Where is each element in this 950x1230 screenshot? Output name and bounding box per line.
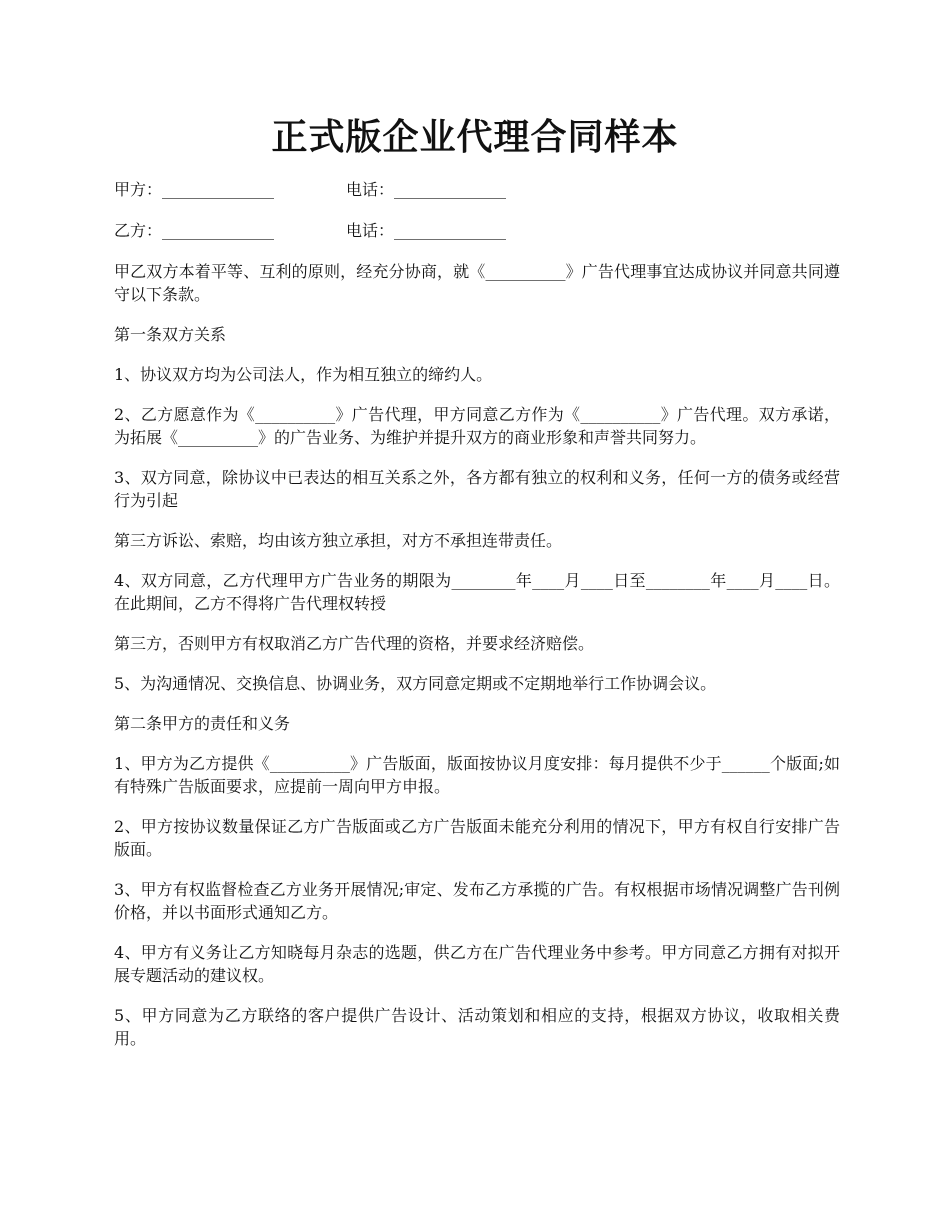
party-b-row xyxy=(114,219,840,242)
clause-2-3: 3、甲方有权监督检查乙方业务开展情况;审定、发布乙方承揽的广告。有权根据市场情况调整广告刊例价格，并以书面形式通知乙方。 xyxy=(114,880,840,922)
clause-1-3: 3、双方同意，除协议中已表达的相互关系之外，各方都有独立的权利和义务，任何一方的债务或经营行为引起 xyxy=(114,468,840,510)
clause-2-2: 2、甲方按协议数量保证乙方广告版面或乙方广告版面未能充分利用的情况下，甲方有权自行安排广告版面。 xyxy=(114,817,840,859)
intro-paragraph: 甲乙双方本着平等、互利的原则，经充分协商，就《__________》广告代理事宜达成协议并同意共同遵守以下条款。 xyxy=(114,262,840,304)
document-body xyxy=(114,178,840,1067)
clause-2-5: 5、甲方同意为乙方联络的客户提供广告设计、活动策划和相应的支持，根据双方协议，收取相关费用。 xyxy=(114,1006,840,1048)
clause-1-3-cont: 第三方诉讼、索赔，均由该方独立承担，对方不承担连带责任。 xyxy=(114,531,563,550)
clause-2-4: 4、甲方有义务让乙方知晓每月杂志的选题，供乙方在广告代理业务中参考。甲方同意乙方拥有对拟开展专题活动的建议权。 xyxy=(114,943,840,985)
party-b-phone-field: 电话：______________ xyxy=(346,221,507,240)
party-a-row xyxy=(114,178,840,201)
clause-1-2: 2、乙方愿意作为《__________》广告代理，甲方同意乙方作为《__________》广告代理。双方承诺，为拓展《__________》的广告业务、为维护并提升双方的商业形象和声誉共同努力。 xyxy=(114,405,840,447)
section-heading-2: 第二条甲方的责任和义务 xyxy=(114,714,291,733)
party-b-field: 乙方：______________ xyxy=(114,221,275,240)
clause-1-1: 1、协议双方均为公司法人，作为相互独立的缔约人。 xyxy=(114,365,493,384)
clause-1-5: 5、为沟通情况、交换信息、协调业务，双方同意定期或不定期地举行工作协调会议。 xyxy=(114,674,717,693)
clause-2-1: 1、甲方为乙方提供《__________》广告版面，版面按协议月度安排：每月提供不少于______个版面;如有特殊广告版面要求，应提前一周向甲方申报。 xyxy=(114,754,840,796)
section-heading-1: 第一条双方关系 xyxy=(114,325,227,344)
clause-1-4-cont: 第三方，否则甲方有权取消乙方广告代理的资格，并要求经济赔偿。 xyxy=(114,634,595,653)
document-title: 正式版企业代理合同样本 xyxy=(271,116,679,158)
party-a-field: 甲方：______________ xyxy=(114,180,275,199)
party-a-phone-field: 电话：______________ xyxy=(346,180,507,199)
clause-1-4: 4、双方同意，乙方代理甲方广告业务的期限为________年____月____日至________年____月____日。在此期间，乙方不得将广告代理权转授 xyxy=(114,571,840,613)
